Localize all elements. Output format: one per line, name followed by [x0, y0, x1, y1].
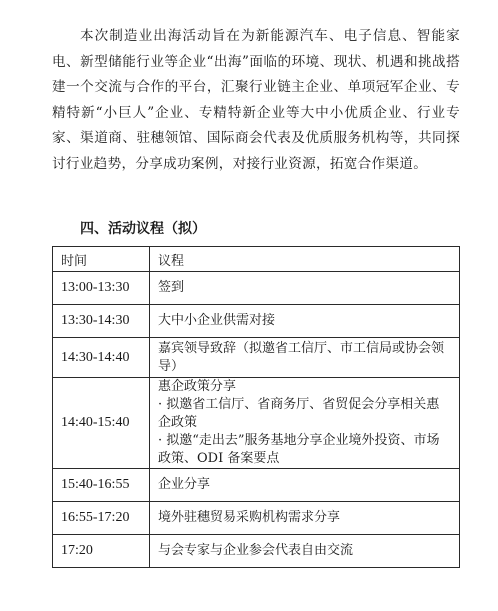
- agenda-item: 惠企政策分享: [158, 379, 237, 394]
- row-time: 17:20: [53, 535, 150, 568]
- agenda-item: 嘉宾领导致辞（拟邀省工信厅、市工信局或协会领导）: [158, 340, 445, 374]
- header-time: 时间: [53, 247, 150, 272]
- row-agenda: [150, 305, 460, 338]
- agenda-item: 签到: [158, 280, 185, 295]
- agenda-table: [52, 246, 460, 568]
- row-time: 15:40-16:55: [53, 469, 150, 502]
- row-time: 16:55-17:20: [53, 502, 150, 535]
- agenda-item: 企业分享: [158, 477, 211, 492]
- table-row: [53, 272, 460, 305]
- agenda-item: · 拟邀省工信厅、省商务厅、省贸促会分享相关惠企政策: [158, 397, 440, 430]
- header-agenda: 议程: [150, 247, 460, 272]
- row-agenda: [150, 378, 460, 469]
- row-agenda: [150, 502, 460, 535]
- table-row: [53, 305, 460, 338]
- intro-paragraph: [52, 24, 460, 178]
- row-time: 14:40-15:40: [53, 378, 150, 469]
- row-time: 14:30-14:40: [53, 338, 150, 378]
- row-time: 13:00-13:30: [53, 272, 150, 305]
- table-row: [53, 535, 460, 568]
- row-time: 13:30-14:30: [53, 305, 150, 338]
- agenda-item: · 拟邀“走出去”服务基地分享企业境外投资、市场政策、ODI 备案要点: [158, 433, 440, 466]
- agenda-item: 与会专家与企业参会代表自由交流: [158, 543, 354, 558]
- table-row: [53, 469, 460, 502]
- agenda-item: 境外驻穗贸易采购机构需求分享: [158, 510, 341, 525]
- table-row: [53, 502, 460, 535]
- section-heading: 四、活动议程（拟）: [80, 221, 206, 237]
- table-row: [53, 338, 460, 378]
- row-agenda: [150, 272, 460, 305]
- table-header-row: [53, 247, 460, 272]
- agenda-item: 大中小企业供需对接: [158, 313, 276, 328]
- row-agenda: [150, 338, 460, 378]
- row-agenda: [150, 469, 460, 502]
- row-agenda: [150, 535, 460, 568]
- table-row: [53, 378, 460, 469]
- intro-text: 本次制造业出海活动旨在为新能源汽车、电子信息、智能家电、新型储能行业等企业“出海”面临的环境、现状、机遇和挑战搭建一个交流与合作的平台，汇聚行业链主企业、单项冠军企业、专精特新“小巨人”企业、专精特新企业等大中小优质企业、行业专家、渠道商、驻穗领馆、国际商会代表及优质服务机构等，共同探讨行业趋势，分享成功案例，对接行业资源，拓宽合作渠道。: [52, 28, 460, 172]
